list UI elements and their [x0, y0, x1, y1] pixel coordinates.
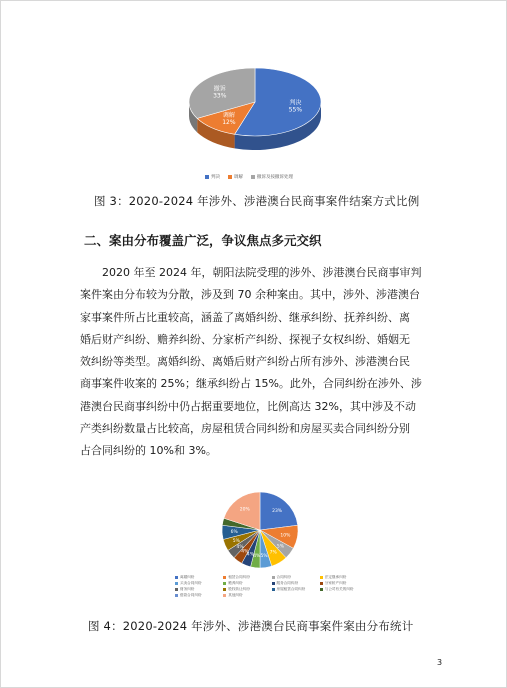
- figure4-legend: [175, 575, 365, 598]
- pie-slice-value: 20%: [239, 507, 250, 513]
- legend-label: 法定继承纠纷: [324, 575, 347, 579]
- legend-item: [272, 587, 317, 592]
- legend-label: 买卖合同纠纷: [180, 581, 202, 585]
- legend-swatch: [223, 588, 226, 591]
- legend-item: [175, 587, 220, 592]
- legend-label: 与公司有关的纠纷: [324, 587, 354, 591]
- legend-swatch: [251, 175, 255, 179]
- legend-swatch: [272, 582, 275, 585]
- legend-label: 合同纠纷: [276, 575, 291, 579]
- legend-label: 调解: [234, 175, 243, 180]
- paragraph-line: 产类纠纷数量占比较高，房屋租赁合同纠纷和房屋买卖合同纠纷分别: [80, 422, 410, 436]
- legend-label: 分家析产纠纷: [324, 581, 347, 585]
- figure3-caption: 图 3：2020-2024 年涉外、涉港澳台民商事案件结案方式比例: [94, 194, 420, 208]
- pie-slice-value: 10%: [280, 533, 291, 539]
- paragraph-line: 婚后财产纠纷、赡养纠纷、分家析产纠纷、探视子女权纠纷、婚姻无: [80, 332, 410, 346]
- pie-slice-label: 判决: [289, 99, 302, 107]
- legend-swatch: [320, 588, 323, 591]
- section-heading: 二、案由分布覆盖广泛，争议焦点多元交织: [84, 233, 322, 248]
- legend-swatch: [272, 576, 275, 579]
- legend-item: [251, 174, 293, 180]
- legend-swatch: [223, 594, 226, 597]
- legend-swatch: [223, 582, 226, 585]
- pie-slice-value: 4%: [241, 549, 249, 555]
- pie-slice-value: 5%: [232, 538, 240, 544]
- legend-swatch: [175, 582, 178, 585]
- legend-label: 财务纠纷: [180, 587, 195, 591]
- paragraph-line: 案件案由分布较为分散，涉及到 70 余种案由。其中，涉外、涉港澳台: [80, 288, 420, 302]
- legend-item: [205, 174, 220, 180]
- legend-label: 离婚纠纷: [180, 575, 195, 579]
- legend-label: 股权转让纠纷: [228, 587, 250, 591]
- legend-label: 判决: [211, 175, 220, 180]
- legend-item: [223, 575, 268, 580]
- paragraph-line: 港澳台民商事纠纷中仍占据重要地位，比例高达 32%，其中涉及不动: [80, 399, 416, 413]
- pie-slice-value: 5%: [260, 554, 268, 560]
- pie-slice-label: 撤诉: [213, 85, 226, 93]
- figure3-legend: [205, 172, 345, 182]
- legend-label: 赡养纠纷: [228, 581, 243, 585]
- body-paragraph: [80, 262, 430, 463]
- page-number: 3: [437, 658, 443, 667]
- legend-swatch: [205, 175, 209, 179]
- pie-slice-value: 55%: [288, 106, 303, 114]
- paragraph-line: 家事案件所占比重较高，涵盖了离婚纠纷、继承纠纷、抚养纠纷、离: [80, 310, 410, 324]
- legend-label: 服务合同纠纷: [276, 581, 299, 585]
- legend-swatch: [272, 588, 275, 591]
- legend-swatch: [228, 175, 232, 179]
- pie-slice-value: 4%: [253, 554, 261, 560]
- pie-slice-value: 4%: [236, 544, 244, 550]
- pie-slice-value: 33%: [213, 92, 227, 100]
- legend-item: [223, 581, 268, 586]
- legend-swatch: [223, 576, 226, 579]
- figure3-pie-chart: [168, 40, 343, 182]
- legend-item: [228, 174, 243, 180]
- legend-item: [175, 575, 220, 580]
- legend-item: [320, 581, 365, 586]
- legend-label: 借款合同纠纷: [180, 593, 202, 597]
- legend-swatch: [175, 588, 178, 591]
- paragraph-line: 商事案件收案的 25%；继承纠纷占 15%。此外，合同纠纷在涉外、涉: [80, 377, 422, 391]
- legend-item: [175, 581, 220, 586]
- legend-swatch: [320, 582, 323, 585]
- legend-item: [320, 575, 365, 580]
- legend-item: [272, 575, 317, 580]
- legend-swatch: [175, 594, 178, 597]
- paragraph-line: 2020 年至 2024 年，朝阳法院受理的涉外、涉港澳台民商事审判: [80, 266, 422, 279]
- legend-item: [320, 587, 365, 592]
- pie-slice-value: 5%: [276, 544, 284, 550]
- legend-item: [175, 593, 220, 598]
- paragraph-line: 效纠纷等类型。离婚纠纷、离婚后财产纠纷占所有涉外、涉港澳台民: [80, 355, 410, 369]
- pie-slice-value: 23%: [272, 509, 283, 515]
- legend-item: [223, 593, 268, 598]
- legend-swatch: [175, 576, 178, 579]
- figure4-pie-chart: [210, 490, 310, 570]
- paragraph-line: 占合同纠纷的 10%和 3%。: [80, 444, 217, 458]
- legend-label: 房屋租赁合同纠纷: [276, 587, 306, 591]
- pie-slice-value: 6%: [230, 530, 238, 536]
- legend-item: [272, 581, 317, 586]
- pie-slice-label: 调解: [222, 112, 235, 120]
- legend-item: [223, 587, 268, 592]
- pie-slice-value: 7%: [269, 550, 277, 556]
- legend-label: 撤诉及按撤诉处理: [257, 175, 293, 180]
- pie-slice-value: 12%: [222, 119, 236, 127]
- legend-swatch: [320, 576, 323, 579]
- figure4-caption: 图 4：2020-2024 年涉外、涉港澳台民商事案件案由分布统计: [88, 619, 414, 633]
- legend-label: 租赁合同纠纷: [228, 575, 250, 579]
- pie-slice-value: 4%: [246, 552, 255, 558]
- legend-label: 其他纠纷: [228, 593, 243, 597]
